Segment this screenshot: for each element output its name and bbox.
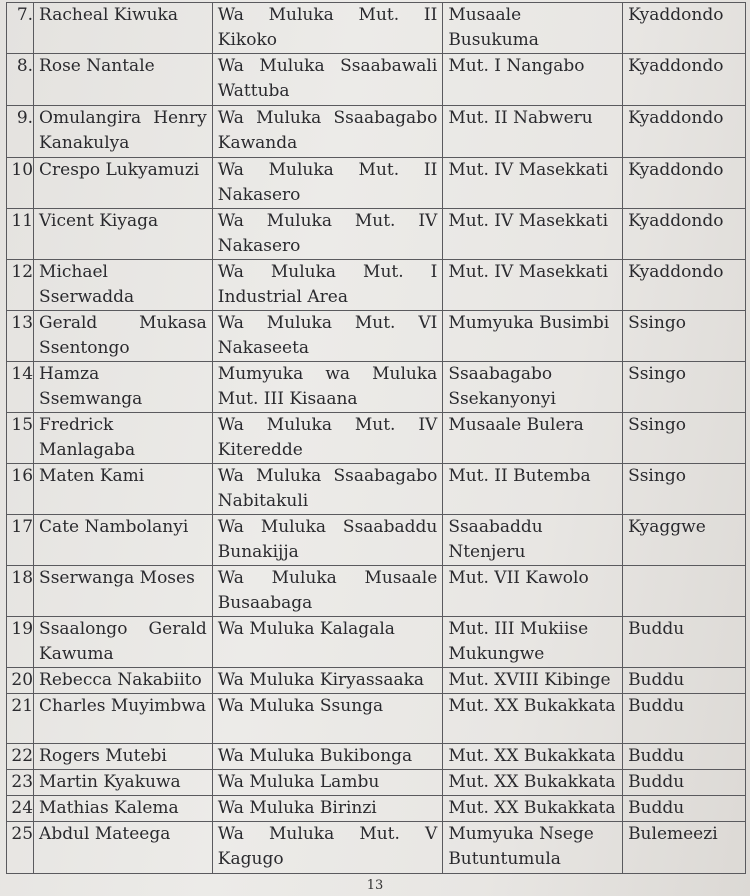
name-cell: Omulangira Henry Kanakulya	[34, 106, 213, 158]
row-number-cell: 17	[7, 515, 34, 566]
name-cell: Abdul Mateega	[34, 822, 213, 874]
row-number-cell: 21	[7, 694, 34, 744]
row-number-cell: 15	[7, 413, 34, 464]
table-row	[7, 617, 746, 668]
row-number-cell: 13	[7, 311, 34, 362]
previous-post-cell: Mut. II Butemba	[443, 464, 623, 515]
position-cell: Wa Muluka Mut. II Kikoko	[212, 3, 443, 54]
table-row	[7, 822, 746, 874]
table-row	[7, 158, 746, 209]
table-row	[7, 464, 746, 515]
county-cell: Ssingo	[623, 311, 746, 362]
previous-post-cell: Mut. XX Bukakkata	[443, 694, 623, 744]
table-row	[7, 54, 746, 106]
table-row	[7, 744, 746, 770]
table-row	[7, 106, 746, 158]
previous-post-cell: Musaale Busukuma	[443, 3, 623, 54]
name-cell: Michael Sserwadda	[34, 260, 213, 311]
table-row	[7, 311, 746, 362]
name-cell: Mathias Kalema	[34, 796, 213, 822]
position-cell: Wa Muluka Mut. IV Kiteredde	[212, 413, 443, 464]
page-number: 13	[366, 878, 384, 893]
table-row	[7, 694, 746, 744]
position-cell: Wa Muluka Mut. IV Nakasero	[212, 209, 443, 260]
county-cell: Buddu	[623, 796, 746, 822]
county-cell: Ssingo	[623, 464, 746, 515]
position-cell: Wa Muluka Mut. I Industrial Area	[212, 260, 443, 311]
previous-post-cell: Ssaabagabo Ssekanyonyi	[443, 362, 623, 413]
county-cell: Kyaddondo	[623, 209, 746, 260]
name-cell: Rogers Mutebi	[34, 744, 213, 770]
position-cell: Wa Muluka Kiryassaaka	[212, 668, 443, 694]
row-number-cell: 12	[7, 260, 34, 311]
name-cell: Ssaalongo Gerald Kawuma	[34, 617, 213, 668]
county-cell: Buddu	[623, 744, 746, 770]
previous-post-cell: Mumyuka Nsege Butuntumula	[443, 822, 623, 874]
previous-post-cell: Mut. I Nangabo	[443, 54, 623, 106]
previous-post-cell: Mut. VII Kawolo	[443, 566, 623, 617]
name-cell: Martin Kyakuwa	[34, 770, 213, 796]
table-row	[7, 362, 746, 413]
name-cell: Maten Kami	[34, 464, 213, 515]
table-row	[7, 209, 746, 260]
county-cell: Ssingo	[623, 362, 746, 413]
previous-post-cell: Mut. IV Masekkati	[443, 158, 623, 209]
position-cell: Wa Muluka Mut. VI Nakaseeta	[212, 311, 443, 362]
name-cell: Fredrick Manlagaba	[34, 413, 213, 464]
table-row	[7, 3, 746, 54]
row-number-cell: 9.	[7, 106, 34, 158]
name-cell: Gerald Mukasa Ssentongo	[34, 311, 213, 362]
name-cell: Hamza Ssemwanga	[34, 362, 213, 413]
county-cell: Kyaddondo	[623, 54, 746, 106]
previous-post-cell: Mut. IV Masekkati	[443, 209, 623, 260]
previous-post-cell: Mut. XX Bukakkata	[443, 770, 623, 796]
previous-post-cell: Mut. XX Bukakkata	[443, 796, 623, 822]
previous-post-cell: Mut. XVIII Kibinge	[443, 668, 623, 694]
previous-post-cell: Mut. II Nabweru	[443, 106, 623, 158]
table-row	[7, 260, 746, 311]
position-cell: Wa Muluka Musaale Busaabaga	[212, 566, 443, 617]
county-cell: Buddu	[623, 668, 746, 694]
position-cell: Wa Muluka Ssaabawali Wattuba	[212, 54, 443, 106]
county-cell: Kyaddondo	[623, 260, 746, 311]
position-cell: Wa Muluka Bukibonga	[212, 744, 443, 770]
position-cell: Wa Muluka Ssaabaddu Bunakijja	[212, 515, 443, 566]
name-cell: Racheal Kiwuka	[34, 3, 213, 54]
county-cell: Bulemeezi	[623, 822, 746, 874]
position-cell: Mumyuka wa Muluka Mut. III Kisaana	[212, 362, 443, 413]
name-cell: Crespo Lukyamuzi	[34, 158, 213, 209]
name-cell: Rose Nantale	[34, 54, 213, 106]
position-cell: Wa Muluka Ssunga	[212, 694, 443, 744]
name-cell: Sserwanga Moses	[34, 566, 213, 617]
row-number-cell: 10	[7, 158, 34, 209]
table-row	[7, 413, 746, 464]
previous-post-cell: Mut. IV Masekkati	[443, 260, 623, 311]
county-cell: Kyaddondo	[623, 3, 746, 54]
table-row	[7, 515, 746, 566]
position-cell: Wa Muluka Ssaabagabo Nabitakuli	[212, 464, 443, 515]
position-cell: Wa Muluka Lambu	[212, 770, 443, 796]
row-number-cell: 25	[7, 822, 34, 874]
previous-post-cell: Mut. XX Bukakkata	[443, 744, 623, 770]
previous-post-cell: Ssaabaddu Ntenjeru	[443, 515, 623, 566]
row-number-cell: 19	[7, 617, 34, 668]
row-number-cell: 20	[7, 668, 34, 694]
table-row	[7, 566, 746, 617]
county-cell: Ssingo	[623, 413, 746, 464]
previous-post-cell: Mut. III Mukiise Mukungwe	[443, 617, 623, 668]
county-cell: Kyaggwe	[623, 515, 746, 566]
county-cell: Buddu	[623, 770, 746, 796]
row-number-cell: 7.	[7, 3, 34, 54]
position-cell: Wa Muluka Ssaabagabo Kawanda	[212, 106, 443, 158]
position-cell: Wa Muluka Mut. II Nakasero	[212, 158, 443, 209]
table-row	[7, 668, 746, 694]
table-row	[7, 770, 746, 796]
county-cell: Kyaddondo	[623, 158, 746, 209]
previous-post-cell: Musaale Bulera	[443, 413, 623, 464]
row-number-cell: 22	[7, 744, 34, 770]
position-cell: Wa Muluka Mut. V Kagugo	[212, 822, 443, 874]
row-number-cell: 16	[7, 464, 34, 515]
position-cell: Wa Muluka Birinzi	[212, 796, 443, 822]
name-cell: Charles Muyimbwa	[34, 694, 213, 744]
name-cell: Rebecca Nakabiito	[34, 668, 213, 694]
row-number-cell: 8.	[7, 54, 34, 106]
name-cell: Vicent Kiyaga	[34, 209, 213, 260]
row-number-cell: 18	[7, 566, 34, 617]
county-cell: Buddu	[623, 617, 746, 668]
table-body	[7, 3, 746, 874]
row-number-cell: 11	[7, 209, 34, 260]
name-cell: Cate Nambolanyi	[34, 515, 213, 566]
row-number-cell: 14	[7, 362, 34, 413]
position-cell: Wa Muluka Kalagala	[212, 617, 443, 668]
table-row	[7, 796, 746, 822]
row-number-cell: 24	[7, 796, 34, 822]
county-cell: Buddu	[623, 694, 746, 744]
appointments-table	[6, 2, 746, 874]
county-cell: Kyaddondo	[623, 106, 746, 158]
county-cell	[623, 566, 746, 617]
row-number-cell: 23	[7, 770, 34, 796]
previous-post-cell: Mumyuka Busimbi	[443, 311, 623, 362]
